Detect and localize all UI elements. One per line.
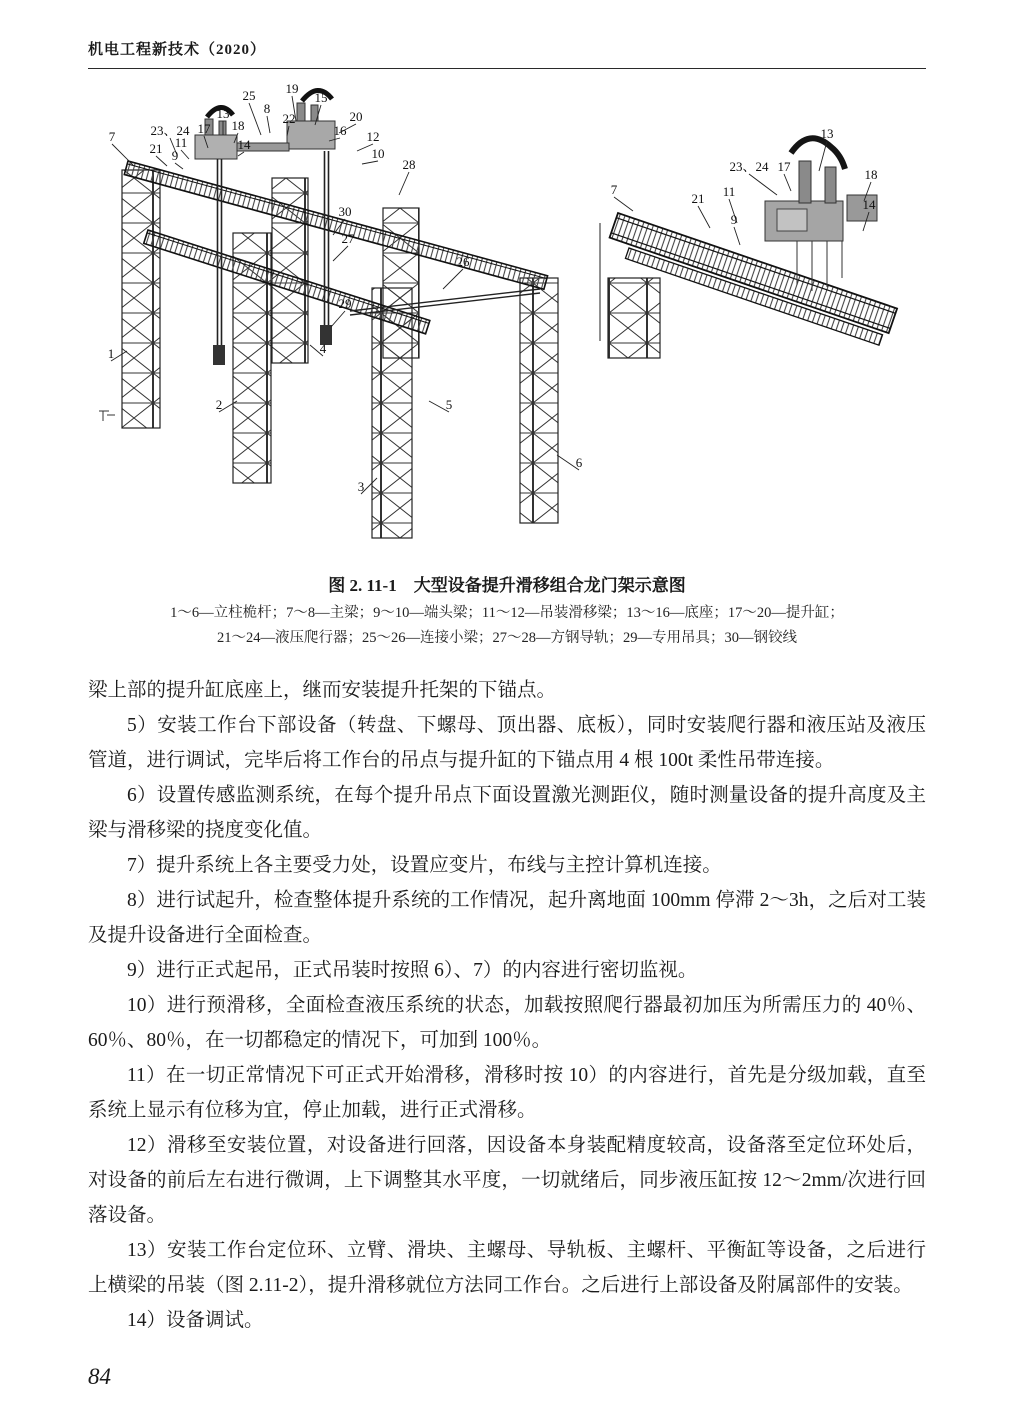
diagram-label-1: 1 <box>107 346 115 361</box>
label-leader-line <box>331 311 345 327</box>
diagram-label-7: 7 <box>610 182 618 197</box>
paragraph: 6）设置传感监测系统，在每个提升吊点下面设置激光测距仪，随时测量设备的提升高度及主梁与滑移梁的挠度变化值。 <box>88 785 926 841</box>
paragraph: 12）滑移至安装位置，对设备进行回落，因设备本身装配精度较高，设备落至定位环处后，对设备的前后左右进行微调，上下调整其水平度，一切就绪后，同步液压缸按 12～2mm/次进行回落设备。 <box>88 1135 926 1226</box>
header-rule <box>88 68 926 69</box>
diagram-label-16: 16 <box>333 123 347 138</box>
diagram-label-17: 17 <box>777 159 791 174</box>
diagram-label-10: 10 <box>371 146 385 161</box>
label-leader-line <box>156 156 167 166</box>
paragraph: 13）安装工作台定位环、立臂、滑块、主螺母、导轨板、主螺杆、平衡缸等设备，之后进行上横梁的吊装（图 2.11-2），提升滑移就位方法同工作台。之后进行上部设备及附属部件的安装。 <box>88 1240 926 1296</box>
diagram-label-13: 13 <box>216 106 230 121</box>
diagram-label-21: 21 <box>691 191 705 206</box>
paragraph: 11）在一切正常情况下可正式开始滑移，滑移时按 10）的内容进行，首先是分级加载，直至系统上显示有位移为宜，停止加载，进行正式滑移。 <box>88 1065 926 1121</box>
lattice-column-1 <box>122 170 160 428</box>
paragraph: 8）进行试起升，检查整体提升系统的工作情况，起升离地面 100mm 停滞 2～3h，之后对工装及提升设备进行全面检查。 <box>88 890 926 946</box>
diagram-label-18: 18 <box>864 167 878 182</box>
diagram-label-9: 9 <box>730 212 738 227</box>
diagram-label-28: 28 <box>402 157 416 172</box>
label-leader-line <box>734 227 740 245</box>
diagram-label-27: 27 <box>341 231 355 246</box>
paragraph: 9）进行正式起吊，正式吊装时按照 6）、7）的内容进行密切监视。 <box>127 960 698 981</box>
diagram-label-7: 7 <box>108 129 116 144</box>
ground-mark <box>99 411 115 421</box>
label-leader-line <box>614 197 633 211</box>
label-leader-line <box>267 116 270 133</box>
paragraph: 14）设备调试。 <box>127 1310 264 1331</box>
legend-line-1: 1～6—立柱桅杆；7～8—主梁；9～10—端头梁；11～12—吊装滑移梁；13～16—底座；17～20—提升缸； <box>170 605 844 621</box>
label-leader-line <box>333 246 348 261</box>
paragraph: 梁上部的提升缸底座上，继而安装提升托架的下锚点。 <box>88 680 557 701</box>
diagram-label-29: 29 <box>338 296 352 311</box>
diagram-label-14: 14 <box>862 197 876 212</box>
diagram-label-6: 6 <box>575 455 583 470</box>
diagram-label-2: 2 <box>215 397 223 412</box>
diagram-label-4: 4 <box>319 341 327 356</box>
paragraph: 7）提升系统上各主要受力处，设置应变片，布线与主控计算机连接。 <box>127 855 722 876</box>
main-beam-a <box>124 161 547 289</box>
label-leader-line <box>443 269 463 289</box>
diagram-label-18: 18 <box>231 118 245 133</box>
label-leader-line <box>399 172 409 195</box>
diagram-label-9: 9 <box>171 148 179 163</box>
page-header-title: 机电工程新技术（2020） <box>88 42 267 58</box>
diagram-label-30: 30 <box>338 204 352 219</box>
diagram-label-23、24: 23、24 <box>150 123 190 138</box>
diagram-label-3: 3 <box>357 479 365 494</box>
diagram-label-17: 17 <box>197 121 211 136</box>
figure-caption: 图 2. 11-1 大型设备提升滑移组合龙门架示意图 <box>328 576 686 595</box>
page-number: 84 <box>88 1364 111 1389</box>
paragraph: 5）安装工作台下部设备（转盘、下螺母、顶出器、底板），同时安装爬行器和液压站及液压管道，进行调试，完毕后将工作台的吊点与提升缸的下锚点用 4 根 100t 柔性吊带连接。 <box>88 715 926 771</box>
label-leader-line <box>175 163 183 169</box>
label-leader-line <box>698 206 710 228</box>
diagram-label-25: 25 <box>242 88 256 103</box>
diagram-label-14: 14 <box>237 137 251 152</box>
diagram-label-13: 13 <box>820 126 834 141</box>
diagram-label-15: 15 <box>314 90 328 105</box>
gantry-diagram <box>77 73 937 565</box>
diagram-label-26: 26 <box>456 254 470 269</box>
diagram-label-11: 11 <box>722 184 736 199</box>
figure-legend <box>88 601 926 651</box>
label-leader-line <box>784 174 791 191</box>
diagram-label-11: 11 <box>174 135 188 150</box>
diagram-label-5: 5 <box>445 397 453 412</box>
legend-line-2: 21～24—液压爬行器；25～26—连接小梁；27～28—方钢导轨；29—专用吊具；30—钢铰线 <box>217 630 797 646</box>
diagram-label-8: 8 <box>263 101 271 116</box>
diagram-label-19: 19 <box>285 81 299 96</box>
diagram-label-23、24: 23、24 <box>729 159 769 174</box>
body-text <box>88 673 926 1338</box>
diagram-label-21: 21 <box>149 141 163 156</box>
paragraph: 10）进行预滑移，全面检查液压系统的状态，加载按照爬行器最初加压为所需压力的 40％、60％、80％，在一切都稳定的情况下，可加到 100％。 <box>88 995 926 1051</box>
label-leader-line <box>249 103 261 135</box>
diagram-label-20: 20 <box>349 109 363 124</box>
label-leader-line <box>362 161 378 164</box>
label-leader-line <box>238 152 244 156</box>
diagram-label-12: 12 <box>366 129 380 144</box>
lattice-column-6 <box>520 278 558 523</box>
hanging-rod-right <box>320 151 332 345</box>
diagram-label-22: 22 <box>282 111 296 126</box>
label-leader-line <box>749 174 777 195</box>
label-leader-line <box>181 150 189 159</box>
label-leader-line <box>112 144 133 165</box>
figure-2-11-1 <box>88 73 926 565</box>
